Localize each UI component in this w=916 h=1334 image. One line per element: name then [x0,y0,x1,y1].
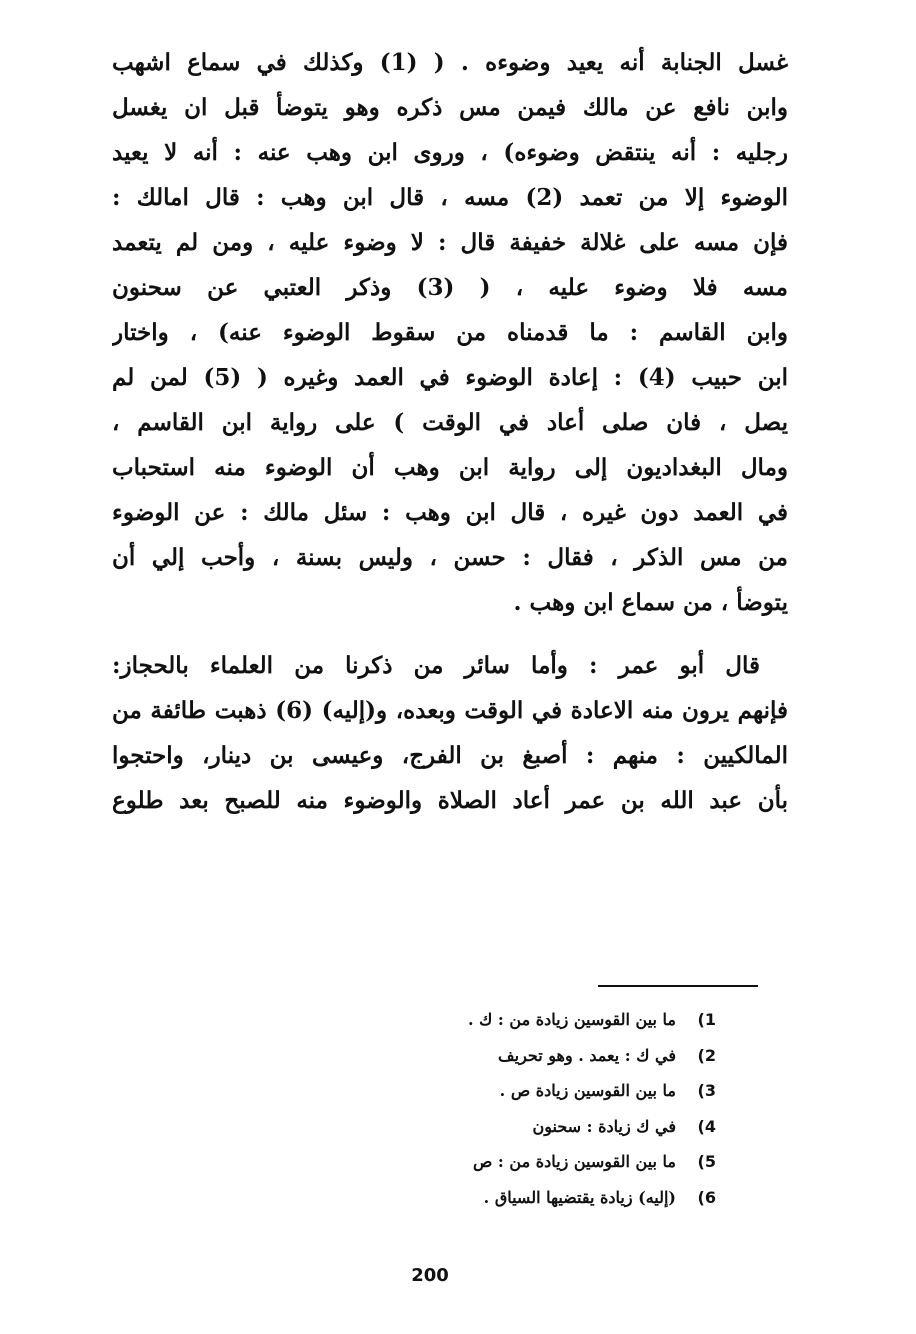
footnote-number: 6) [697,1187,716,1207]
text-line: وابن القاسم : ما قدمناه من سقوط الوضوء عنه) ، واختار [112,319,788,346]
footnote-separator [598,985,758,987]
text-line: في العمد دون غيره ، قال ابن وهب : سئل مالك : عن الوضوء [112,499,788,526]
text-line: وابن نافع عن مالك فيمن مس ذكره وهو يتوضأ قبل ان يغسل [112,94,788,121]
text-line: مسه فلا وضوء عليه ، ( (3) وذكر العتبي عن سحنون [112,274,788,301]
footnote-text: ما بين القوسين زيادة ص . [499,1081,676,1100]
text-line: يصل ، فان صلى أعاد في الوقت ) على رواية ابن القاسم ، [112,409,788,436]
footnote-number: 5) [697,1152,716,1171]
footnote-text: في ك : يعمد . وهو تحريف [498,1045,676,1065]
text-line: فإن مسه على غلالة خفيفة قال : لا وضوء عليه ، ومن لم يتعمد [112,229,788,256]
footnotes [316,1002,716,1215]
footnote-text: ما بين القوسين زيادة من : ك . [468,1010,676,1029]
footnote-number: 3) [697,1081,716,1100]
footnote-text: ما بين القوسين زيادة من : ص [473,1152,676,1171]
text-line: فإنهم يرون منه الاعادة في الوقت وبعده، و(إليه) (6) ذهبت طائفة من [112,697,788,724]
text-line: بأن عبد الله بن عمر أعاد الصلاة والوضوء منه للصبح بعد طلوع [112,787,788,814]
text-line: الوضوء إلا من تعمد (2) مسه ، قال ابن وهب : قال امالك : [112,184,788,211]
main-text [112,40,788,823]
page-number: 200 [411,1265,449,1286]
footnote-number: 2) [697,1045,716,1065]
footnote-number: 4) [697,1116,716,1136]
footnote-item [316,1073,716,1109]
text-line: رجليه : أنه ينتقض وضوءه) ، وروى ابن وهب عنه : أنه لا يعيد [112,139,788,166]
footnote-item [316,1038,716,1074]
text-line: يتوضأ ، من سماع ابن وهب . [513,589,788,616]
footnote-item [316,1144,716,1180]
text-line: المالكيين : منهم : أصبغ بن الفرج، وعيسى بن دينار، واحتجوا [112,742,788,769]
footnote-text: (إليه) زيادة يقتضيها السياق . [483,1187,676,1207]
footnote-item [316,1002,716,1038]
footnote-item [316,1180,716,1216]
footnote-number: 1) [697,1010,716,1029]
text-line: ومال البغداديون إلى رواية ابن وهب أن الوضوء منه استحباب [112,454,788,481]
footnote-item [316,1109,716,1145]
text-line: ابن حبيب (4) : إعادة الوضوء في العمد وغيره ( (5) لمن لم [112,364,788,391]
text-line: غسل الجنابة أنه يعيد وضوءه . ( (1) وكذلك في سماع اشهب [112,49,788,76]
text-line: من مس الذكر ، فقال : حسن ، وليس بسنة ، وأحب إلي أن [112,544,788,571]
text-line: قال أبو عمر : وأما سائر من ذكرنا من العلماء بالحجاز: [112,652,760,679]
paragraph-gap [112,625,788,643]
footnote-text: في ك زيادة : سحنون [532,1116,676,1136]
